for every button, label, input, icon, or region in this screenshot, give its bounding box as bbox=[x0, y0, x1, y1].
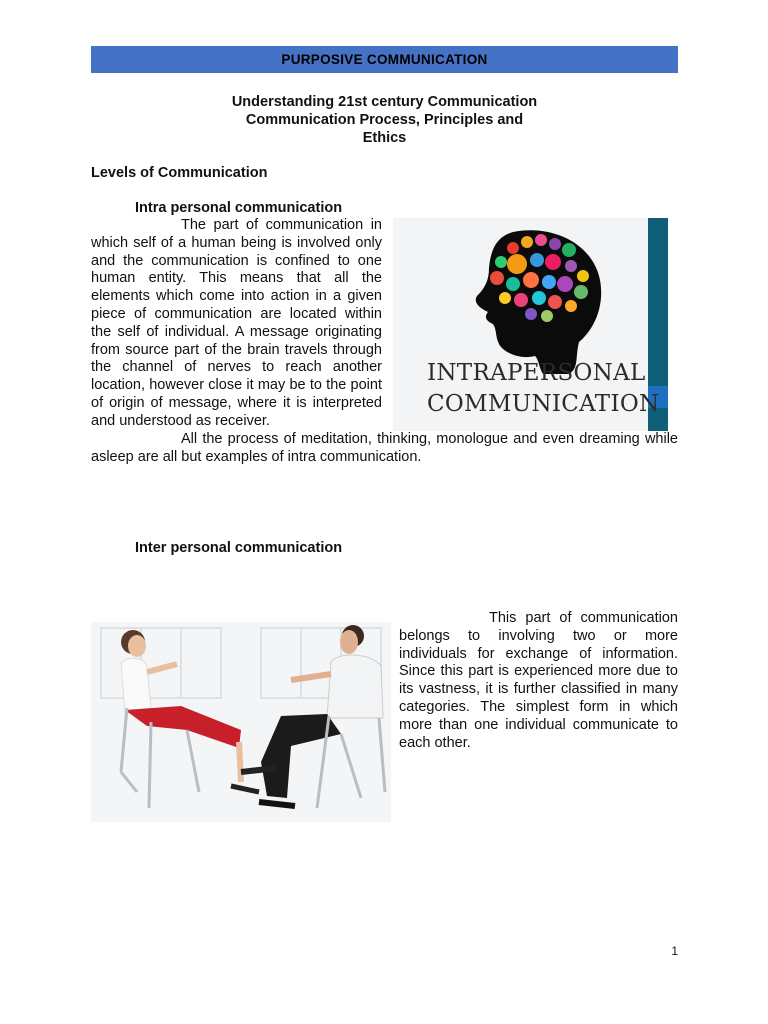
document-subtitle bbox=[91, 93, 678, 147]
document-banner bbox=[91, 46, 678, 73]
intrapersonal-image bbox=[393, 218, 668, 431]
section-title: Levels of Communication bbox=[91, 165, 268, 181]
intra-heading: Intra personal communication bbox=[135, 200, 343, 216]
inter-heading: Inter personal communication bbox=[135, 540, 343, 556]
intra-paragraph-2: All the process of meditation, thinking, monologue and even dreaming while asleep are all but examples of intra communication. bbox=[91, 431, 678, 465]
inter-paragraph: This part of communication belongs to involving two or more individuals for exchange of information. Since this part is experienced more due to its vastness, it is further classified in many categories. The simplest form in which more than one individual communicate to each other. bbox=[399, 610, 678, 751]
page-number: 1 bbox=[671, 944, 678, 958]
subtitle-line-2: Communication Process, Principles and bbox=[245, 112, 524, 128]
image-caption-line-2: COMMUNICATION bbox=[427, 391, 660, 417]
subtitle-line-1: Understanding 21st century Communication bbox=[231, 94, 538, 110]
image-caption-line-1: INTRAPERSONAL bbox=[427, 360, 646, 386]
subtitle-line-3: Ethics bbox=[362, 130, 407, 146]
two-people-talking-illustration bbox=[91, 622, 391, 822]
interpersonal-image bbox=[91, 622, 391, 822]
banner-title: PURPOSIVE COMMUNICATION bbox=[281, 52, 488, 67]
intra-paragraph-1: The part of communication in which self of a human being is involved only and the communication is confined to one human entity. This means that all the elements which come into action in a given piece of communication are located within the self of individual. A message originating from source part of the brain travels through the channel of nerves to reach another location, however close it may be to the point of origin of message, where it is interpreted and understood as receiver. bbox=[91, 217, 382, 429]
